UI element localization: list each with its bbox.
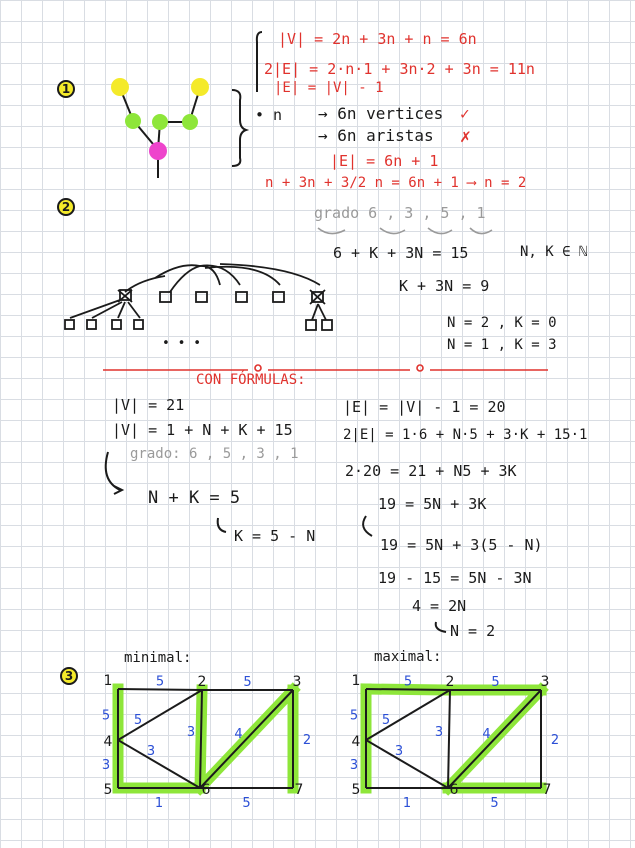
minimal-weight-e24: 5 xyxy=(133,713,143,728)
natural-numbers: N, K ∈ ℕ xyxy=(520,244,588,260)
maximal-edge-e26 xyxy=(448,690,450,788)
maximal-weight-e45: 3 xyxy=(349,758,359,773)
maximal-node-5: 5 xyxy=(351,782,361,798)
maximal-weight-e37: 2 xyxy=(550,733,560,748)
minimal-node-7: 7 xyxy=(294,782,304,798)
reduced-equation: K + 3N = 9 xyxy=(399,277,490,295)
maximal-title: maximal: xyxy=(374,649,442,665)
maximal-node-3: 3 xyxy=(540,674,550,690)
bullet-n: • n xyxy=(255,106,283,124)
maximal-weight-e26: 3 xyxy=(434,725,444,740)
k-equals-5-n: K = 5 - N xyxy=(234,527,316,545)
maximal-weight-e67: 5 xyxy=(490,796,499,811)
solution-1: N = 2 , K = 0 xyxy=(447,315,557,331)
minimal-title: minimal: xyxy=(124,650,192,666)
minimal-node-3: 3 xyxy=(292,674,302,690)
maximal-edge-e46 xyxy=(366,740,448,788)
grado-label: grado: 6 , 5 , 3 , 1 xyxy=(130,446,299,462)
minimal-weight-e36: 4 xyxy=(234,727,243,742)
v-equals-21: |V| = 21 xyxy=(112,396,185,414)
minimal-node-1: 1 xyxy=(103,673,113,689)
line-8: N = 2 xyxy=(450,622,496,640)
minimal-spanning-tree-graph xyxy=(102,673,311,811)
maximal-edge-e36 xyxy=(448,690,541,788)
maximal-node-2: 2 xyxy=(445,674,455,690)
sum-equation: 6 + K + 3N = 15 xyxy=(333,244,469,262)
maximal-weight-e12: 5 xyxy=(403,674,413,690)
line-3: 2·20 = 21 + N5 + 3K xyxy=(345,462,517,480)
eq-tree-edges: |E| = |V| - 1 xyxy=(274,80,384,96)
section-3-badge: 3 xyxy=(60,667,78,685)
maximal-weight-e14: 5 xyxy=(349,708,359,724)
minimal-edge-e46 xyxy=(118,740,200,788)
cross-mark: ✗ xyxy=(460,126,471,147)
v-sum-equation: |V| = 1 + N + K + 15 xyxy=(112,421,293,439)
solution-2: N = 1 , K = 3 xyxy=(447,337,557,353)
grado-sequence: grado 6 , 3 , 5 , 1 xyxy=(314,204,486,222)
check-mark: ✓ xyxy=(460,104,470,123)
maximal-node-1: 1 xyxy=(351,673,361,689)
section-2-badge: 2 xyxy=(57,198,75,216)
eq-degree-sum: 2|E| = 2·n·1 + 3n·2 + 3n = 11n xyxy=(264,60,535,78)
minimal-node-5: 5 xyxy=(103,782,113,798)
section2-tree-sketch xyxy=(65,264,332,330)
section1-tree-vertices xyxy=(111,78,209,160)
minimal-node-2: 2 xyxy=(197,674,207,690)
ellipsis-dots: • • • xyxy=(162,336,202,351)
minimal-weight-e56: 1 xyxy=(154,796,164,811)
minimal-node-6: 6 xyxy=(201,782,211,798)
con-formulas-heading: CON FÓRMULAS: xyxy=(196,372,306,388)
minimal-weight-e67: 5 xyxy=(242,796,251,811)
solve-n-line: n + 3n + 3/2 n = 6n + 1 ⟶ n = 2 xyxy=(265,175,527,191)
maximal-weight-e56: 1 xyxy=(402,796,412,811)
n-plus-k-5: N + K = 5 xyxy=(148,488,241,508)
aristas-line: → 6n aristas xyxy=(318,126,434,145)
grado-braces xyxy=(318,228,492,234)
maximal-node-6: 6 xyxy=(449,782,459,798)
maximal-weight-e23: 5 xyxy=(491,675,500,690)
line-7: 4 = 2N xyxy=(412,597,467,615)
maximal-node-4: 4 xyxy=(351,734,361,750)
edge-equation: |E| = 6n + 1 xyxy=(330,152,439,170)
minimal-weight-e26: 3 xyxy=(186,725,196,740)
eq-vertex-count: |V| = 2n + 3n + n = 6n xyxy=(278,30,477,48)
line-5: 19 = 5N + 3(5 - N) xyxy=(380,536,543,554)
maximal-node-7: 7 xyxy=(542,782,552,798)
minimal-weight-e37: 2 xyxy=(302,733,312,748)
minimal-weight-e23: 5 xyxy=(243,675,252,690)
e-equals-v-1: |E| = |V| - 1 = 20 xyxy=(343,398,506,416)
minimal-weight-e12: 5 xyxy=(155,674,165,690)
vertices-line: → 6n vertices xyxy=(318,104,444,123)
maximal-weight-e24: 5 xyxy=(381,713,391,728)
maximal-weight-e46: 3 xyxy=(394,744,404,759)
red-divider xyxy=(103,365,548,371)
minimal-weight-e45: 3 xyxy=(101,758,111,773)
section-1-badge: 1 xyxy=(57,80,75,98)
maximal-spanning-tree-graph xyxy=(350,673,559,811)
minimal-edge-e36 xyxy=(200,690,293,788)
line-6: 19 - 15 = 5N - 3N xyxy=(378,569,532,587)
minimal-weight-e46: 3 xyxy=(146,744,156,759)
minimal-weight-e14: 5 xyxy=(101,708,111,724)
degree-sum-formula: 2|E| = 1·6 + N·5 + 3·K + 15·1 xyxy=(343,427,588,443)
minimal-node-4: 4 xyxy=(103,734,113,750)
section1-tree-drawing xyxy=(120,32,262,178)
maximal-weight-e36: 4 xyxy=(482,727,491,742)
line-4: 19 = 5N + 3K xyxy=(378,495,487,513)
